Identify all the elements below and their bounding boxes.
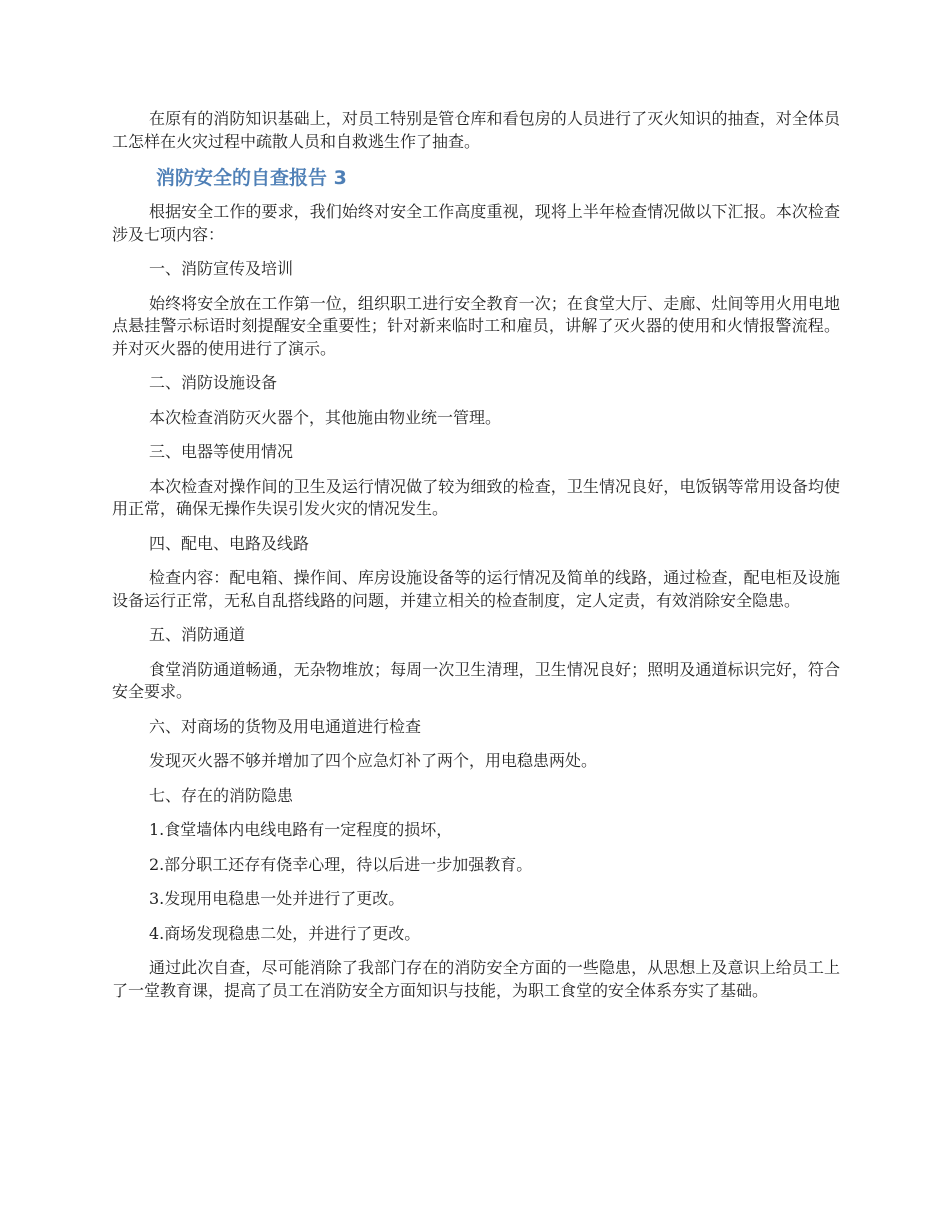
- paragraph: 本次检查对操作间的卫生及运行情况做了较为细致的检查，卫生情况良好，电饭锅等常用设备均使用正常，确保无操作失误引发火灾的情况发生。: [112, 476, 840, 518]
- paragraph: 通过此次自查，尽可能消除了我部门存在的消防安全方面的一些隐患，从思想上及意识上给员工上了一堂教育课，提高了员工在消防安全方面知识与技能，为职工食堂的安全体系夯实了基础。: [112, 958, 840, 1000]
- paragraph: 4.商场发现稳患二处，并进行了更改。: [149, 923, 421, 943]
- paragraph: 六、对商场的货物及用电通道进行检查: [149, 716, 422, 736]
- intro-paragraph: 在原有的消防知识基础上，对员工特别是管仓库和看包房的人员进行了灭火知识的抽查，对全体员工怎样在火灾过程中疏散人员和自救逃生作了抽查。: [112, 109, 840, 151]
- paragraph: 食堂消防通道畅通，无杂物堆放；每周一次卫生清理，卫生情况良好；照明及通道标识完好，符合安全要求。: [112, 659, 840, 701]
- document-page: [112, 108, 840, 1014]
- paragraph: 二、消防设施设备: [149, 373, 278, 392]
- section-heading: 消防安全的自查报告 3: [156, 167, 347, 189]
- paragraph: 根据安全工作的要求，我们始终对安全工作高度重视，现将上半年检查情况做以下汇报。本次检查涉及七项内容：: [112, 202, 840, 244]
- paragraph: 四、配电、电路及线路: [149, 533, 310, 553]
- paragraph: 2.部分职工还存有侥幸心理，待以后进一步加强教育。: [149, 854, 533, 874]
- paragraph: 一、消防宣传及培训: [149, 259, 294, 278]
- paragraph: 始终将安全放在工作第一位，组织职工进行安全教育一次；在食堂大厅、走廊、灶间等用火用电地点悬挂警示标语时刻提醒安全重要性；针对新来临时工和雇员，讲解了灭火器的使用和火情报警流程。并对灭火器的使用进行了演示。: [112, 293, 840, 358]
- paragraph: 检查内容：配电箱、操作间、库房设施设备等的运行情况及简单的线路，通过检查，配电柜及设施设备运行正常，无私自乱搭线路的问题，并建立相关的检查制度，定人定责，有效消除安全隐患。: [112, 568, 840, 610]
- paragraph: 1.食堂墙体内电线电路有一定程度的损坏，: [149, 820, 453, 839]
- paragraph: 七、存在的消防隐患: [149, 785, 294, 805]
- paragraph: 3.发现用电稳患一处并进行了更改。: [149, 889, 405, 908]
- paragraph: 五、消防通道: [149, 625, 246, 644]
- paragraph: 三、电器等使用情况: [149, 442, 294, 461]
- paragraph: 本次检查消防灭火器个，其他施由物业统一管理。: [149, 407, 502, 427]
- paragraph: 发现灭火器不够并增加了四个应急灯补了两个，用电稳患两处。: [149, 751, 598, 770]
- document-body: [112, 201, 840, 1002]
